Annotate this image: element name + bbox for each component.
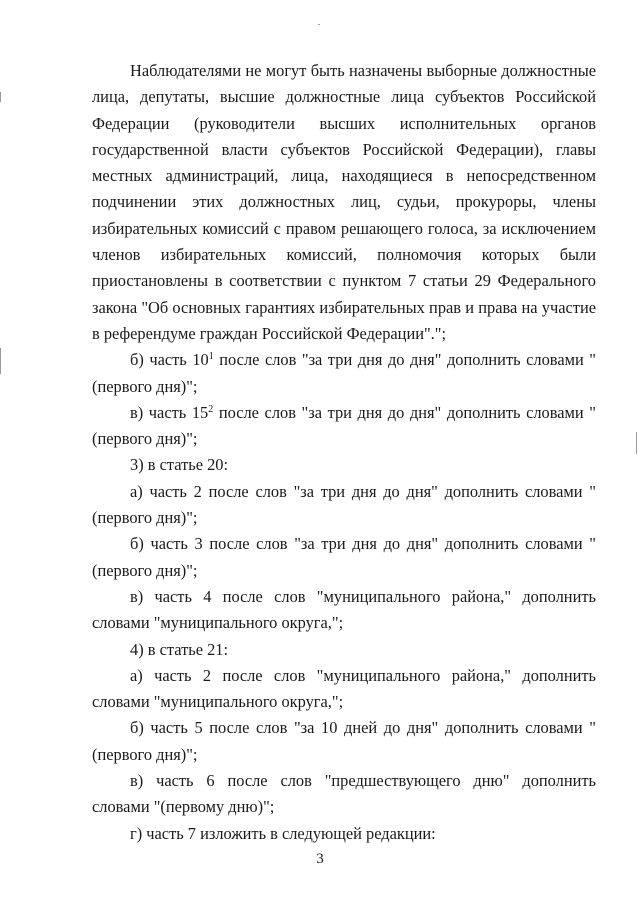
paragraph-art21-item-b [92, 715, 596, 768]
paragraph-text: б) часть 3 после слов "за три дня до дня" дополнить словами "(первого дня)"; [92, 534, 596, 580]
scan-edge-mark-left-top [0, 92, 1, 102]
paragraph-text: 4) в статье 21: [130, 639, 229, 659]
superscript-index: 2 [208, 403, 214, 415]
paragraph-text: Наблюдателями не могут быть назначены выборные должностные лица, депутаты, высшие должностные лица субъектов Российской Федерации (руководители высших исполнительных органов государственной власти субъектов Российской Федерации), главы местных администраций, лица, находящиеся в непосредственном подчинении этих должностных лиц, судьи, прокуроры, члены избирательных комиссий с правом решающего голоса, за исключением членов избирательных комиссий, полномочия которых были приостановлены в соответствии с пунктом 7 статьи 29 Федерального закона "Об основных гарантиях избирательных прав и права на участие в референдуме граждан Российской Федерации"."; [92, 61, 596, 343]
scan-edge-mark-left-mid [0, 348, 1, 374]
paragraph-text: б) часть 5 после слов "за 10 дней до дня" дополнить словами "(первого дня)"; [92, 718, 596, 764]
paragraph-art21-item-g [92, 821, 596, 847]
paragraph-art20-item-b [92, 531, 596, 584]
paragraph-text: а) часть 2 после слов "муниципального района," дополнить словами "муниципального округа,"; [92, 665, 596, 712]
paragraph-text: в) часть 6 после слов "предшествующего дню" дополнить словами "(первому дню)"; [92, 771, 596, 817]
paragraph-text-after: после слов "за три дня до дня" дополнить словами "(первого дня)"; [92, 402, 596, 449]
paragraph-art20-item-a [92, 479, 596, 532]
paragraph-item-v-part-15-2 [92, 400, 596, 453]
paragraph-article-20-heading [92, 452, 596, 478]
paragraph-text: г) часть 7 изложить в следующей редакции: [130, 823, 436, 843]
paragraph-article-21-heading [92, 637, 596, 663]
paragraph-art21-item-a [92, 663, 596, 716]
paragraph-text: в) часть 4 после слов "муниципального района," дополнить словами "муниципального округа,"; [92, 586, 596, 633]
paragraph-text-after: после слов "за три дня до дня" дополнить словами "(первого дня)"; [92, 350, 596, 396]
scan-edge-mark-right [636, 432, 637, 454]
superscript-index: 1 [208, 351, 214, 363]
paragraph-text: а) часть 2 после слов "за три дня до дня" дополнить словами "(первого дня)"; [92, 481, 596, 528]
scan-dot-top [318, 24, 320, 25]
paragraph-item-b-part-10-1 [92, 347, 596, 400]
paragraph-observers [92, 58, 596, 347]
paragraph-text-before: в) часть 15 [130, 402, 209, 422]
document-body [92, 58, 596, 847]
paragraph-text-before: б) часть 10 [130, 350, 209, 370]
paragraph-art21-item-v [92, 768, 596, 821]
paragraph-art20-item-v [92, 584, 596, 637]
page-number: 3 [316, 851, 324, 867]
paragraph-text: 3) в статье 20: [130, 455, 229, 475]
